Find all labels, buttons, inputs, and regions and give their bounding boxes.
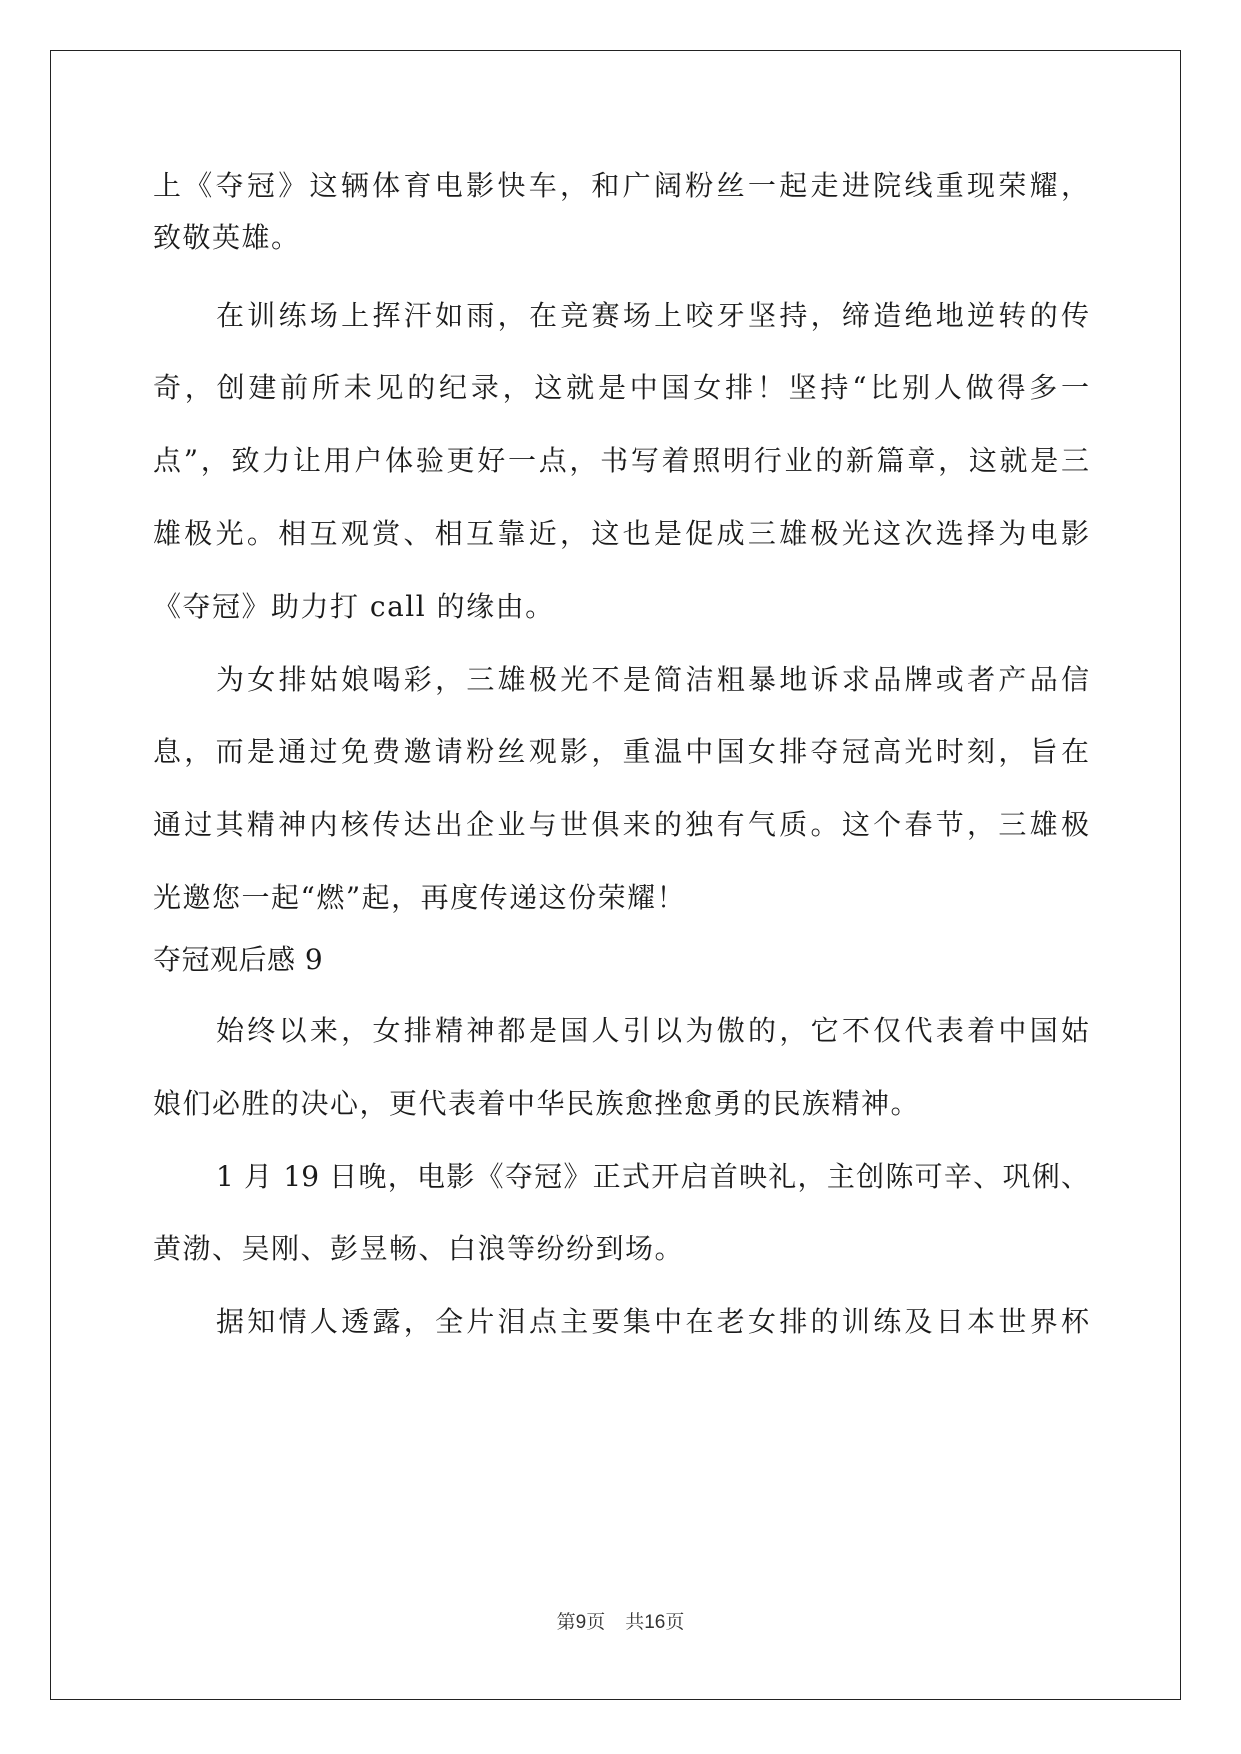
paragraph-line: 奇，创建前所未见的纪录，这就是中国女排！坚持“比别人做得多一 xyxy=(153,371,1089,404)
paragraph-line: 在训练场上挥汗如雨，在竞赛场上咬牙坚持，缔造绝地逆转的传 xyxy=(216,299,1089,332)
paragraph-line: 息，而是通过免费邀请粉丝观影，重温中国女排夺冠高光时刻，旨在 xyxy=(153,735,1089,768)
page-number: 9 xyxy=(575,1612,587,1633)
paragraph-line: 上《夺冠》这辆体育电影快车，和广阔粉丝一起走进院线重现荣耀， xyxy=(153,169,1089,202)
page-footer xyxy=(0,1610,1241,1635)
paragraph-line: 雄极光。相互观赏、相互靠近，这也是促成三雄极光这次选择为电影 xyxy=(153,517,1089,550)
paragraph-line: 光邀您一起“燃”起，再度传递这份荣耀！ xyxy=(153,881,687,914)
section-heading: 夺冠观后感 9 xyxy=(153,943,324,976)
paragraph-line: 黄渤、吴刚、彭昱畅、白浪等纷纷到场。 xyxy=(153,1232,685,1265)
total-pages: 16 xyxy=(644,1612,666,1633)
page-suffix: 页 xyxy=(586,1611,606,1633)
paragraph-line: 始终以来，女排精神都是国人引以为傲的，它不仅代表着中国姑 xyxy=(216,1014,1089,1047)
paragraph-line: 点”，致力让用户体验更好一点，书写着照明行业的新篇章，这就是三 xyxy=(153,444,1089,477)
total-prefix: 共 xyxy=(625,1611,645,1633)
paragraph-line: 娘们必胜的决心，更代表着中华民族愈挫愈勇的民族精神。 xyxy=(153,1087,921,1120)
paragraph-line: 《夺冠》助力打 call 的缘由。 xyxy=(153,590,555,623)
paragraph-line: 据知情人透露，全片泪点主要集中在老女排的训练及日本世界杯 xyxy=(216,1305,1089,1338)
paragraph-line: 致敬英雄。 xyxy=(153,221,301,254)
page-prefix: 第 xyxy=(556,1611,576,1633)
paragraph-line: 为女排姑娘喝彩，三雄极光不是简洁粗暴地诉求品牌或者产品信 xyxy=(216,663,1089,696)
total-suffix: 页 xyxy=(665,1611,685,1633)
paragraph-line: 通过其精神内核传达出企业与世俱来的独有气质。这个春节，三雄极 xyxy=(153,808,1089,841)
paragraph-line: 1 月 19 日晚，电影《夺冠》正式开启首映礼，主创陈可辛、巩俐、 xyxy=(216,1160,1089,1193)
